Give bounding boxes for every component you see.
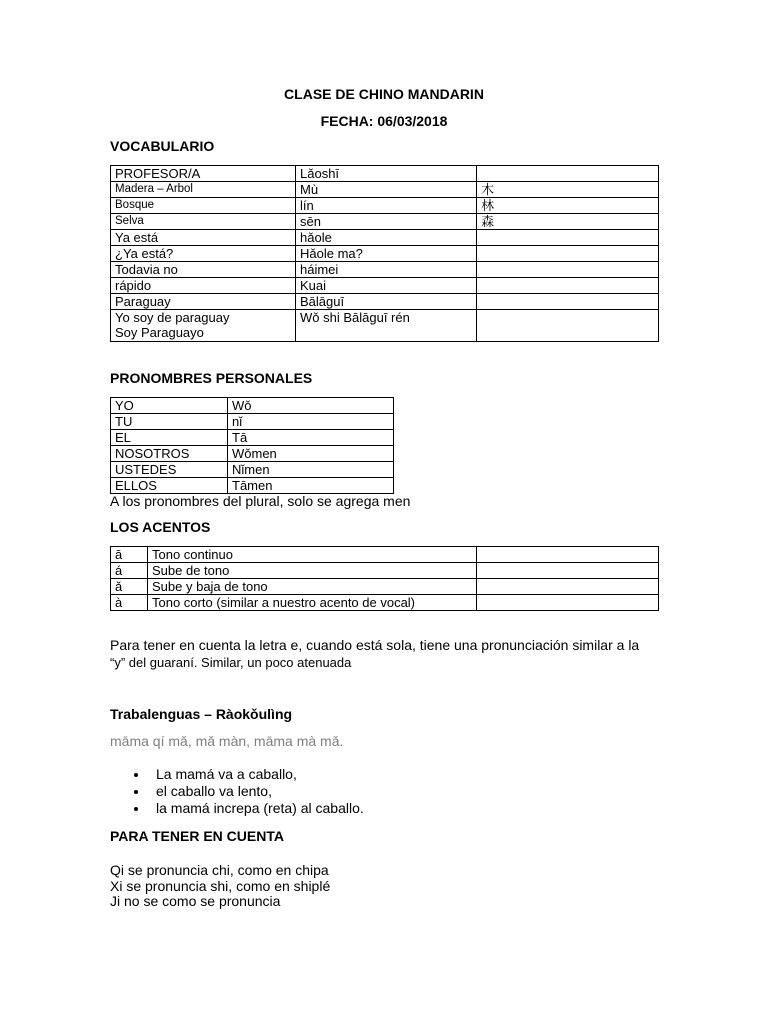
pronombres-table: [110, 397, 394, 494]
table-row: [111, 430, 394, 446]
vocab-hanzi: [477, 310, 659, 342]
vocab-spanish: Madera – Arbol: [111, 182, 296, 198]
table-row: [111, 547, 659, 563]
vocab-pinyin: hǎole: [296, 230, 477, 246]
vocab-pinyin: sēn: [296, 214, 477, 230]
table-row: [111, 398, 394, 414]
accent-empty-cell: [477, 563, 659, 579]
accent-mark: à: [111, 595, 148, 611]
trabalenguas-phrase: māma qí mǎ, mǎ màn, māma mà mǎ.: [110, 733, 344, 749]
pronoun-pinyin: Wǒmen: [228, 446, 394, 462]
vocab-hanzi: [477, 246, 659, 262]
tener-en-cuenta-heading: PARA TENER EN CUENTA: [110, 828, 284, 844]
pronoun-spanish: USTEDES: [111, 462, 228, 478]
vocab-hanzi: [477, 230, 659, 246]
vocab-spanish: rápido: [111, 278, 296, 294]
accent-empty-cell: [477, 547, 659, 563]
vocab-spanish: Ya está: [111, 230, 296, 246]
list-item: la mamá increpa (reta) al caballo.: [110, 800, 364, 817]
acentos-note-line2: “y” del guaraní. Similar, un poco atenuada: [110, 655, 352, 670]
vocab-spanish: Paraguay: [111, 294, 296, 310]
vocab-pinyin: Hǎole ma?: [296, 246, 477, 262]
table-row: [111, 294, 659, 310]
document-title: CLASE DE CHINO MANDARIN: [284, 86, 484, 102]
table-row: [111, 230, 659, 246]
pronoun-pinyin: Tā: [228, 430, 394, 446]
tener-en-cuenta-line: Ji no se como se pronuncia: [110, 893, 281, 909]
acentos-note-line1: Para tener en cuenta la letra e, cuando está sola, tiene una pronunciación similar a la: [110, 637, 640, 653]
accent-empty-cell: [477, 595, 659, 611]
vocab-pinyin: háimei: [296, 262, 477, 278]
vocab-spanish: Selva: [111, 214, 296, 230]
table-row: [111, 262, 659, 278]
table-row: [111, 414, 394, 430]
pronoun-spanish: NOSOTROS: [111, 446, 228, 462]
table-row: [111, 579, 659, 595]
acentos-table: [110, 546, 659, 611]
pronoun-spanish: YO: [111, 398, 228, 414]
table-row: [111, 595, 659, 611]
table-row: [111, 462, 394, 478]
table-row: [111, 310, 659, 342]
pronombres-note: A los pronombres del plural, solo se agrega men: [110, 493, 411, 509]
vocab-pinyin: Bālāguī: [296, 294, 477, 310]
document-date: FECHA: 06/03/2018: [320, 113, 448, 129]
table-row: [111, 446, 394, 462]
vocab-spanish: [111, 310, 296, 342]
vocab-hanzi: 森: [477, 214, 659, 230]
vocab-spanish-line1: Yo soy de paraguay: [115, 310, 230, 325]
pronoun-pinyin: nǐ: [228, 414, 394, 430]
vocab-hanzi: 林: [477, 198, 659, 214]
accent-description: Sube de tono: [148, 563, 477, 579]
pronoun-pinyin: Wǒ: [228, 398, 394, 414]
accent-mark: ǎ: [111, 579, 148, 595]
acentos-heading: LOS ACENTOS: [110, 519, 211, 535]
vocab-pinyin: Kuai: [296, 278, 477, 294]
table-row: [111, 214, 659, 230]
pronoun-spanish: TU: [111, 414, 228, 430]
trabalenguas-list: [110, 766, 364, 817]
vocab-pinyin: lín: [296, 198, 477, 214]
pronombres-heading: PRONOMBRES PERSONALES: [110, 370, 313, 386]
trabalenguas-heading: Trabalenguas – Ràokǒulìng: [110, 706, 293, 722]
vocab-spanish-line2: Soy Paraguayo: [115, 325, 204, 340]
vocab-spanish: ¿Ya está?: [111, 246, 296, 262]
accent-description: Tono continuo: [148, 547, 477, 563]
pronoun-spanish: ELLOS: [111, 478, 228, 494]
table-row: [111, 166, 659, 182]
table-row: [111, 278, 659, 294]
vocab-hanzi: [477, 166, 659, 182]
vocab-spanish: Bosque: [111, 198, 296, 214]
vocab-pinyin: Mù: [296, 182, 477, 198]
vocab-hanzi: [477, 294, 659, 310]
vocabulario-table: [110, 165, 659, 342]
vocab-hanzi: [477, 262, 659, 278]
vocab-pinyin: Wǒ shi Bālāguī rén: [296, 310, 477, 342]
pronoun-spanish: EL: [111, 430, 228, 446]
vocab-spanish: Todavia no: [111, 262, 296, 278]
pronoun-pinyin: Nǐmen: [228, 462, 394, 478]
tener-en-cuenta-line: Xi se pronuncia shi, como en shiplé: [110, 878, 331, 894]
list-item: La mamá va a caballo,: [110, 766, 364, 783]
table-row: [111, 182, 659, 198]
vocab-hanzi: [477, 278, 659, 294]
vocab-spanish: PROFESOR/A: [111, 166, 296, 182]
tener-en-cuenta-line: Qi se pronuncia chi, como en chipa: [110, 862, 329, 878]
table-row: [111, 563, 659, 579]
accent-description: Tono corto (similar a nuestro acento de vocal): [148, 595, 477, 611]
list-item: el caballo va lento,: [110, 783, 364, 800]
vocab-hanzi: 木: [477, 182, 659, 198]
vocabulario-heading: VOCABULARIO: [110, 138, 215, 154]
pronoun-pinyin: Tāmen: [228, 478, 394, 494]
accent-mark: ā: [111, 547, 148, 563]
table-row: [111, 478, 394, 494]
accent-empty-cell: [477, 579, 659, 595]
table-row: [111, 198, 659, 214]
table-row: [111, 246, 659, 262]
accent-mark: á: [111, 563, 148, 579]
vocab-pinyin: Lǎoshī: [296, 166, 477, 182]
accent-description: Sube y baja de tono: [148, 579, 477, 595]
